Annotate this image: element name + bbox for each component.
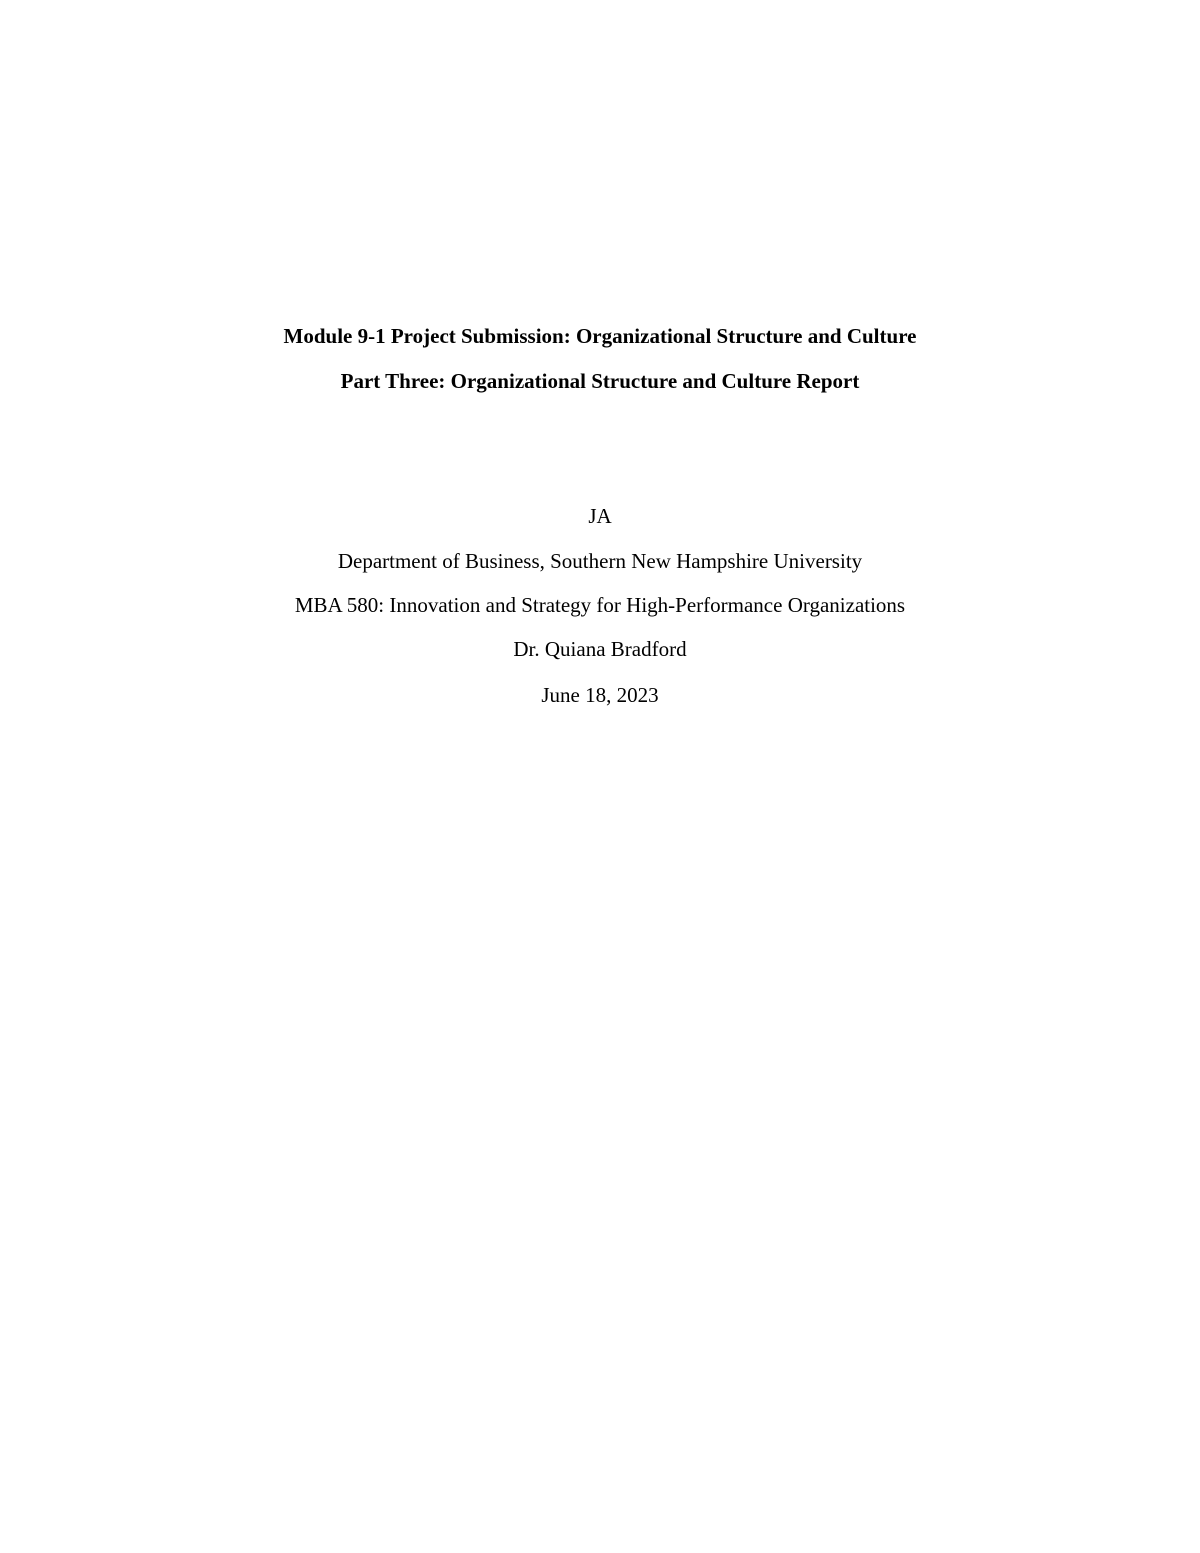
paper-subtitle: Part Three: Organizational Structure and Culture Report: [340, 369, 860, 393]
instructor-name: Dr. Quiana Bradford: [513, 637, 687, 661]
course-name: MBA 580: Innovation and Strategy for High-Performance Organizations: [294, 593, 906, 617]
submission-date: June 18, 2023: [541, 683, 659, 707]
author-name: JA: [588, 504, 612, 528]
paper-title: Module 9-1 Project Submission: Organizational Structure and Culture: [283, 324, 917, 348]
author-affiliation: Department of Business, Southern New Hampshire University: [337, 549, 863, 573]
